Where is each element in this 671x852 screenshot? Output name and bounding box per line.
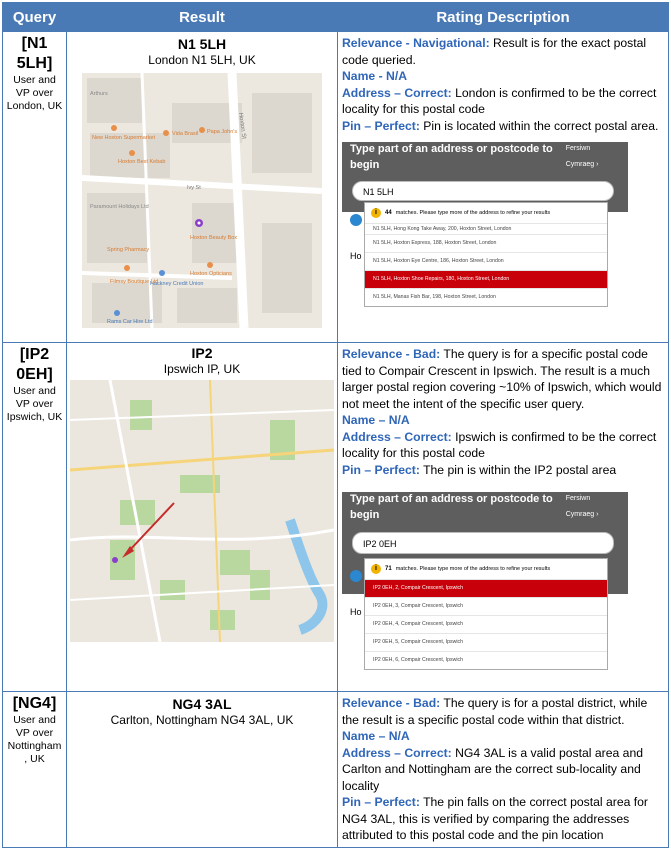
address-option[interactable]: IP2 0EH, 3, Compair Crescent, Ipswich xyxy=(365,597,607,615)
address-option[interactable]: IP2 0EH, 5, Compair Crescent, Ipswich xyxy=(365,633,607,651)
rating-header: Rating Description xyxy=(338,3,669,32)
rating-cell xyxy=(338,343,669,692)
result-title: NG4 3AL xyxy=(172,696,232,712)
query-cell xyxy=(3,343,67,692)
relevance-line: Relevance - Navigational: Result is for the exact postal code queried. xyxy=(342,36,647,67)
address-option[interactable]: IP2 0EH, 4, Compair Crescent, Ipswich xyxy=(365,615,607,633)
relevance-line: Relevance - Bad: The query is for a specific postal code tied to Compair Crescent in Ipswich. The result is a much larger postal region covering ~10% of Ipswich, which would not meet the intent of the specific user query. xyxy=(342,347,662,411)
query-context: User and VP over Nottingham , UK xyxy=(7,714,62,765)
check-icon xyxy=(350,214,362,226)
evaluation-table xyxy=(2,2,669,848)
address-option[interactable]: N1 5LH, Hoxton Eye Centre, 186, Hoxton Street, London xyxy=(365,252,607,270)
address-option[interactable]: N1 5LH, Hoxton Express, 188, Hoxton Street, London xyxy=(365,234,607,252)
result-subtitle: Ipswich IP, UK xyxy=(163,362,241,376)
result-title: N1 5LH xyxy=(177,36,227,52)
svg-text:Hoxton Beauty Box: Hoxton Beauty Box xyxy=(190,235,238,241)
table-row xyxy=(3,692,669,848)
svg-text:Papa John's: Papa John's xyxy=(207,129,238,135)
relevance-line: Relevance - Bad: The query is for a postal district, while the result is a specific postal code within that district. xyxy=(342,696,648,727)
svg-text:Ivy St: Ivy St xyxy=(187,185,201,191)
rating-cell xyxy=(338,692,669,848)
result-subtitle: Carlton, Nottingham NG4 3AL, UK xyxy=(110,713,294,727)
svg-text:Arthurs: Arthurs xyxy=(90,91,108,97)
query-text: [NG4] xyxy=(12,695,57,712)
matches-info: i 44 matches. Please type more of the address to refine your results xyxy=(365,203,607,223)
result-cell xyxy=(67,343,338,692)
info-icon: i xyxy=(371,208,381,218)
postcode-search-input[interactable]: IP2 0EH xyxy=(352,532,614,554)
query-context: User and VP over London, UK xyxy=(6,74,63,112)
address-option[interactable]: IP2 0EH, 6, Compair Crescent, Ipswich xyxy=(365,651,607,669)
table-row xyxy=(3,32,669,343)
query-cell xyxy=(3,692,67,848)
lookup-header: Type part of an address or postcode to begin Fersiwn Cymraeg › xyxy=(350,142,599,171)
address-option-selected[interactable]: N1 5LH, Hoxton Shoe Repairs, 180, Hoxton Street, London xyxy=(365,270,607,288)
svg-text:Paramount Holidays Ltd: Paramount Holidays Ltd xyxy=(90,204,149,210)
pin-line: Pin – Perfect: The pin is within the IP2 postal area xyxy=(342,462,617,477)
result-title: IP2 xyxy=(191,345,213,361)
result-header: Result xyxy=(67,3,338,32)
svg-text:Rams Car Hire Ltd: Rams Car Hire Ltd xyxy=(107,319,153,325)
lookup-header: Type part of an address or postcode to begin Fersiwn Cymraeg › xyxy=(350,492,599,521)
pin-line: Pin – Perfect: The pin falls on the correct postal area for NG4 3AL, this is verified by comparing the addresses attributed to this postal code and the pin location xyxy=(342,795,648,842)
query-text: [IP2 0EH] xyxy=(16,346,53,383)
result-cell xyxy=(67,692,338,848)
header-row xyxy=(3,3,669,32)
name-line: Name - N/A xyxy=(342,69,408,83)
address-dropdown xyxy=(364,202,608,307)
address-option[interactable]: N1 5LH, Manas Fish Bar, 198, Hoxton Street, London xyxy=(365,288,607,306)
address-line: Address – Correct: London is confirmed to be the correct locality for this postal code xyxy=(342,85,657,116)
address-line: Address – Correct: NG4 3AL is a valid postal area and Carlton and Nottingham are the correct sub-locality and locality xyxy=(342,745,644,793)
svg-text:Hackney Credit Union: Hackney Credit Union xyxy=(150,281,204,287)
query-cell xyxy=(3,32,67,343)
name-line: Name – N/A xyxy=(342,729,410,743)
rating-cell xyxy=(338,32,669,343)
svg-text:Hoxton Opticians: Hoxton Opticians xyxy=(190,271,232,277)
query-header: Query xyxy=(3,3,67,32)
svg-text:Vida Brasil: Vida Brasil xyxy=(172,131,199,137)
svg-text:Hoxton St: Hoxton St xyxy=(237,112,247,140)
postcode-lookup-screenshot xyxy=(342,142,628,312)
svg-text:Hoxton Best Kebab: Hoxton Best Kebab xyxy=(118,159,166,165)
matches-info: i 71 matches. Please type more of the address to refine your results xyxy=(365,559,607,579)
check-icon xyxy=(350,570,362,582)
query-context: User and VP over Ipswich, UK xyxy=(6,385,63,423)
result-cell xyxy=(67,32,338,343)
street-map xyxy=(82,73,322,328)
address-option[interactable]: N1 5LH, Hong Kong Take Away, 200, Hoxton Street, London xyxy=(365,223,607,234)
region-map xyxy=(70,380,334,642)
svg-text:New Hoxton Supermarket: New Hoxton Supermarket xyxy=(92,135,155,141)
postcode-search-input[interactable]: N1 5LH xyxy=(352,181,614,201)
table-row xyxy=(3,343,669,692)
info-icon: i xyxy=(371,564,381,574)
name-line: Name – N/A xyxy=(342,413,410,427)
partial-label: Ho xyxy=(350,251,362,261)
address-option-selected[interactable]: IP2 0EH, 2, Compair Crescent, Ipswich xyxy=(365,579,607,597)
result-subtitle: London N1 5LH, UK xyxy=(148,53,256,67)
postcode-lookup-screenshot xyxy=(342,492,628,682)
svg-text:Filmsy Boutique Ltd: Filmsy Boutique Ltd xyxy=(110,279,159,285)
query-text: [N1 5LH] xyxy=(16,35,53,72)
address-line: Address – Correct: Ipswich is confirmed to be the correct locality for this postal code xyxy=(342,429,657,460)
pin-line: Pin – Perfect: Pin is located within the correct postal area. xyxy=(342,118,659,133)
address-dropdown xyxy=(364,558,608,670)
partial-label: Ho xyxy=(350,607,362,617)
svg-text:Spring Pharmacy: Spring Pharmacy xyxy=(107,247,150,253)
